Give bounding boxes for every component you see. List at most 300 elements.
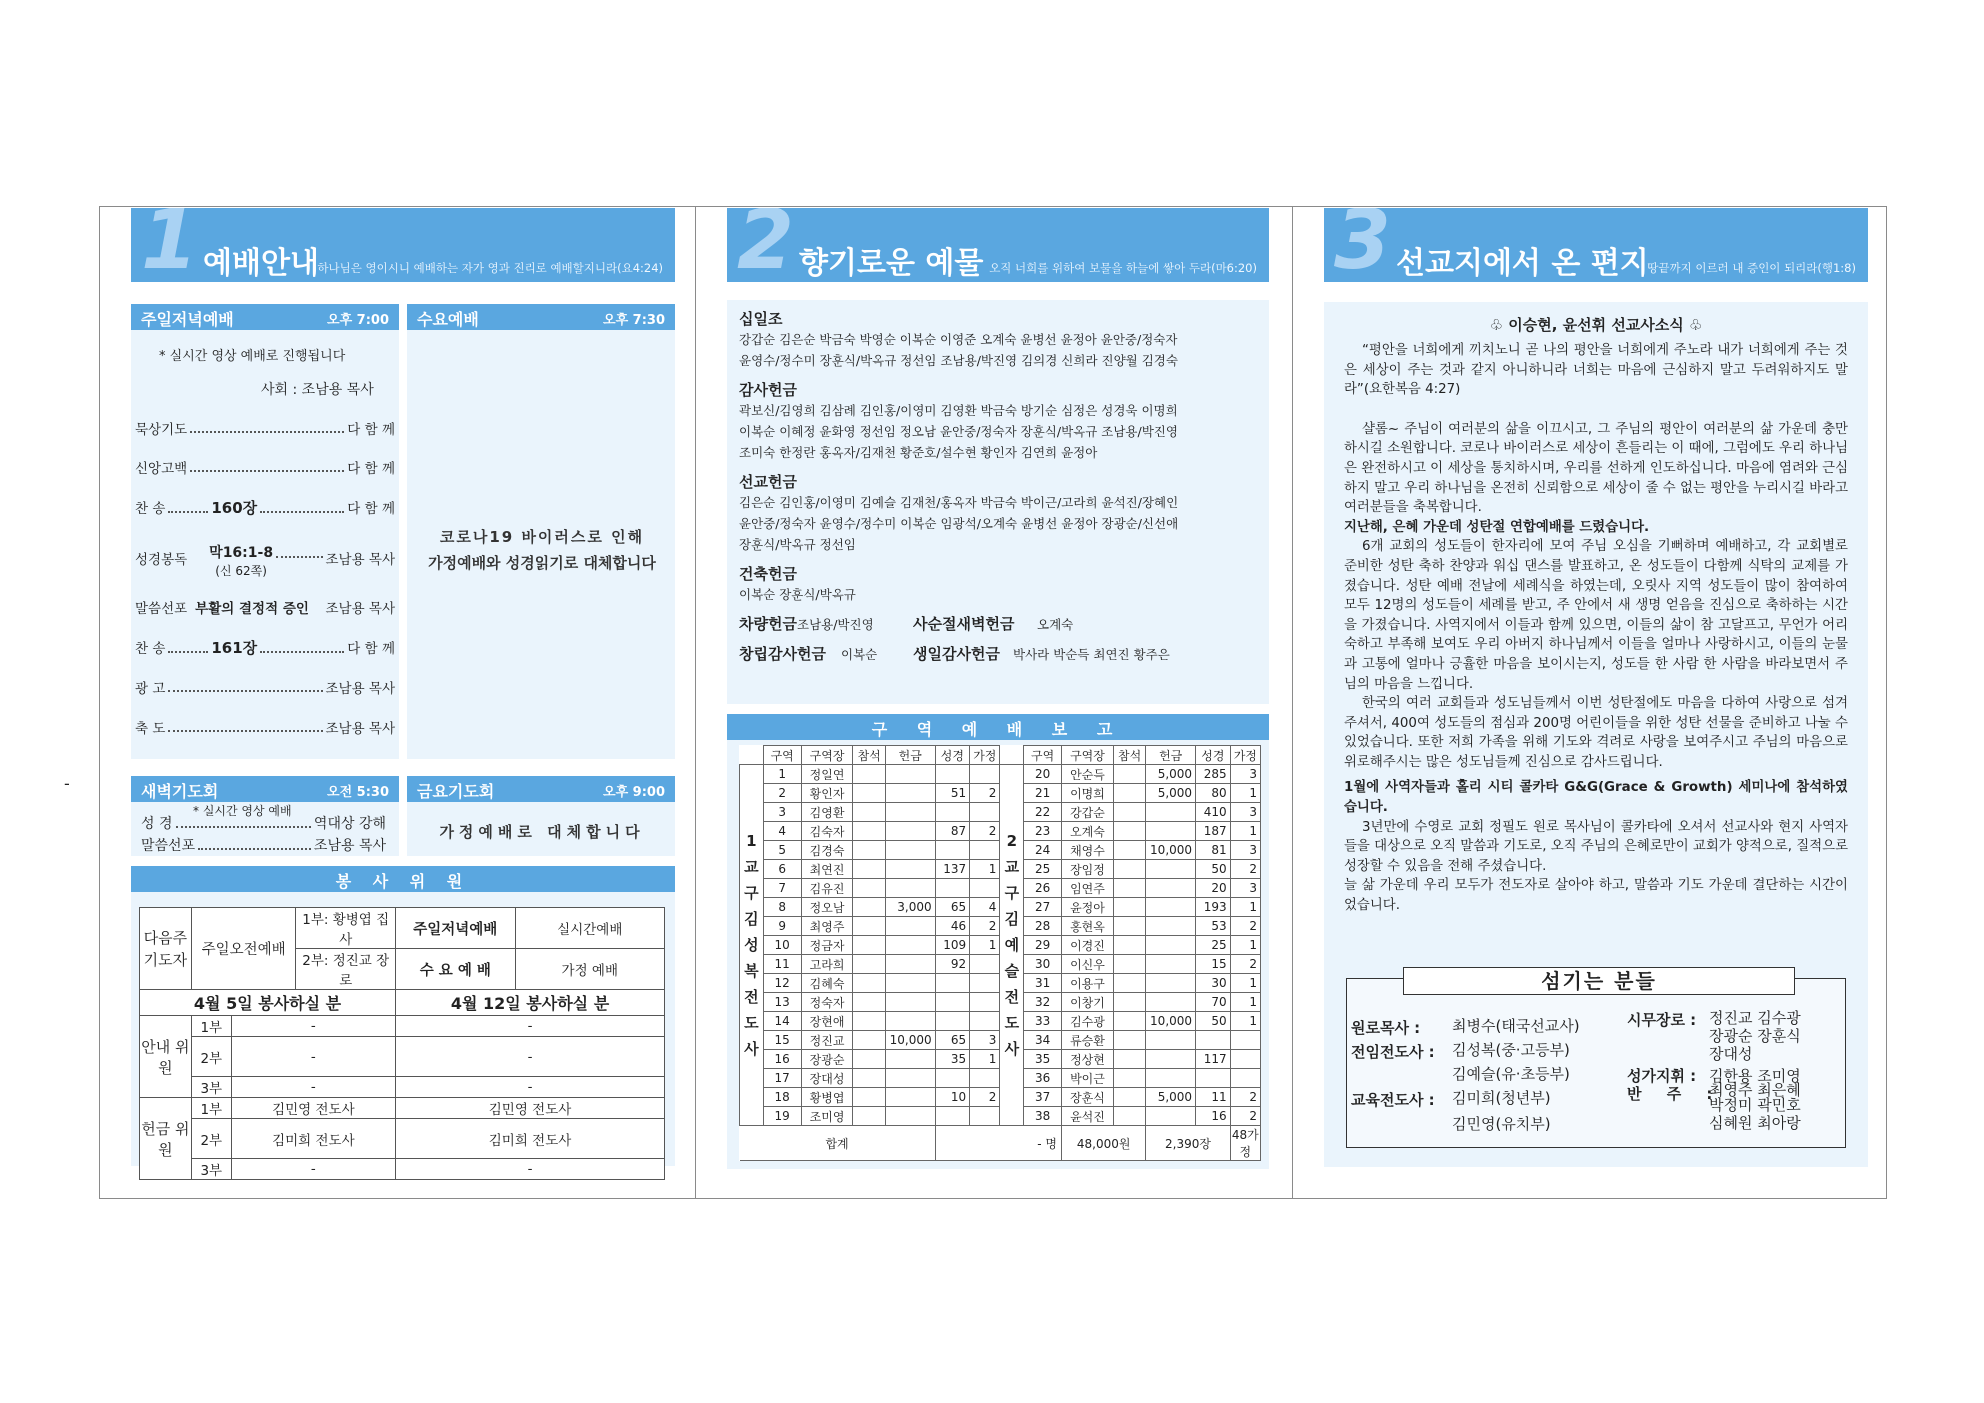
table-cell — [853, 765, 885, 784]
table-cell — [1196, 1031, 1231, 1050]
table-cell: 3,000 — [885, 898, 935, 917]
table-cell: 12 — [763, 974, 801, 993]
table-cell — [935, 765, 970, 784]
order-label: 신앙고백 — [135, 461, 188, 477]
table-cell — [1146, 1031, 1196, 1050]
founding-names: 이복순 — [841, 647, 878, 662]
order-value: 다 함 께 — [347, 422, 395, 438]
dawn-label: 성 경 — [141, 816, 173, 832]
car-names: 조남용/박진영 — [797, 617, 874, 632]
table-cell: 김수광 — [1062, 1012, 1114, 1031]
col-header: 참석 — [853, 746, 885, 765]
order-item — [135, 677, 395, 697]
table-cell: 17 — [763, 1069, 801, 1088]
table-cell — [1113, 955, 1145, 974]
table-cell — [885, 860, 935, 879]
table-cell: 23 — [1024, 822, 1062, 841]
edu-name: 김미희(청년부) — [1452, 1089, 1551, 1107]
table-cell — [885, 822, 935, 841]
panel-banner — [727, 208, 1269, 282]
table-cell: 10,000 — [885, 1031, 935, 1050]
panel-banner — [1324, 208, 1868, 282]
table-cell: 1 — [1230, 993, 1260, 1012]
table-cell: 강갑순 — [1062, 803, 1114, 822]
table-cell — [1113, 993, 1145, 1012]
panel-worship — [131, 206, 675, 1199]
table-cell: 임연주 — [1062, 879, 1114, 898]
header-time: 오후 7:30 — [603, 313, 665, 328]
order-item — [135, 497, 395, 518]
table-cell — [853, 1031, 885, 1050]
service-table — [139, 907, 665, 1180]
col-header: 구역장 — [801, 746, 853, 765]
dawn-notice: * 실시간 영상 예배 — [193, 804, 292, 818]
table-cell: 정오남 — [801, 898, 853, 917]
table-cell — [935, 841, 970, 860]
table-cell — [885, 917, 935, 936]
table-cell: 2 — [1230, 955, 1260, 974]
order-mid: 160장 — [211, 499, 258, 517]
table-cell: 13 — [763, 993, 801, 1012]
dawn40-heading: 사순절새벽헌금 — [913, 615, 1015, 633]
section-verse: 하나님은 영이시니 예배하는 자가 영과 진리로 예배할지니라(요4:24) — [317, 261, 663, 275]
table-cell: 2 — [970, 822, 1000, 841]
table-cell — [1146, 1107, 1196, 1126]
cell-value: - — [396, 1159, 665, 1180]
table-cell: 장현애 — [801, 1012, 853, 1031]
table-cell: 16 — [763, 1050, 801, 1069]
building-names: 이복순 장훈식/박옥규 — [739, 587, 856, 602]
table-cell — [853, 955, 885, 974]
table-cell — [885, 784, 935, 803]
col-header: 헌금 — [1146, 746, 1196, 765]
table-cell — [1113, 1069, 1145, 1088]
letter-heading: 지난해, 은혜 가운데 성탄절 연합예배를 드렸습니다. — [1344, 519, 1650, 535]
table-cell: 92 — [935, 955, 970, 974]
order-label: 광 고 — [135, 681, 166, 697]
table-cell: 정상현 — [1062, 1050, 1114, 1069]
table-cell: 윤석진 — [1062, 1107, 1114, 1126]
table-cell: 장대성 — [801, 1069, 853, 1088]
order-value: 조남용 목사 — [325, 601, 395, 617]
table-cell — [853, 1088, 885, 1107]
table-cell: 정일연 — [801, 765, 853, 784]
table-cell — [853, 860, 885, 879]
table-cell: 정숙자 — [801, 993, 853, 1012]
table-cell: 윤정아 — [1062, 898, 1114, 917]
table-cell: 117 — [1196, 1050, 1231, 1069]
wednesday-line1: 코로나19 바이러스로 인해 — [439, 528, 645, 546]
table-cell — [885, 993, 935, 1012]
dawn-value: 조남용 목사 — [313, 838, 386, 854]
table-cell: 3 — [1230, 803, 1260, 822]
piano-name: 최영주 최은혜 — [1709, 1081, 1801, 1099]
table-cell — [1113, 1012, 1145, 1031]
order-value: 조남용 목사 — [325, 552, 395, 568]
dawn-row — [141, 835, 386, 855]
header-time: 오후 9:00 — [603, 785, 665, 800]
col-header: 가정 — [1230, 746, 1260, 765]
table-cell: 28 — [1024, 917, 1062, 936]
panel-divider — [1292, 206, 1293, 1199]
cell-value: 김미희 전도사 — [396, 1119, 665, 1159]
table-cell: 1 — [763, 765, 801, 784]
part-label: 3부 — [191, 1077, 231, 1098]
table-cell: 26 — [1024, 879, 1062, 898]
table-cell: 24 — [1024, 841, 1062, 860]
offering-label: 헌금 위원 — [140, 1098, 192, 1180]
building-heading: 건축헌금 — [739, 565, 797, 583]
presider: 사회 : 조남용 목사 — [261, 382, 374, 398]
thanks-names: 곽보신/김영희 김삼례 김인홍/이영미 김영환 박금숙 방기순 심정은 성경욱 이명희 — [739, 403, 1178, 418]
table-cell: 1 — [1230, 898, 1260, 917]
table-cell — [935, 803, 970, 822]
table-cell: 410 — [1196, 803, 1231, 822]
table-cell: 20 — [1024, 765, 1062, 784]
table-cell: 15 — [1196, 955, 1231, 974]
letter-heading: 1월에 사역자들과 홀리 시티 콜카타 G&G(Grace & Growth) 세미나에 참석하였습니다. — [1344, 780, 1848, 816]
table-cell — [970, 955, 1000, 974]
panel-offerings — [727, 206, 1269, 1199]
table-cell: 장광순 — [801, 1050, 853, 1069]
table-cell — [885, 974, 935, 993]
table-cell — [885, 955, 935, 974]
table-cell — [1113, 917, 1145, 936]
table-cell: 5,000 — [1146, 765, 1196, 784]
order-mid: 막16:1-8 — [209, 545, 274, 561]
table-cell: 285 — [1196, 765, 1231, 784]
table-cell: 김영환 — [801, 803, 853, 822]
table-cell — [1113, 1088, 1145, 1107]
table-cell: 193 — [1196, 898, 1231, 917]
am-service-label: 주일오전예배 — [191, 908, 296, 990]
section-verse: 땅끝까지 이르러 내 증인이 되리라(행1:8) — [1647, 261, 1856, 275]
table-cell: 87 — [935, 822, 970, 841]
panel-divider — [695, 206, 696, 1199]
letter-paragraph: 늘 삶 가운데 우리 모두가 전도자로 살아야 하고, 말씀과 기도 가운데 결단하는 시간이었습니다. — [1344, 878, 1848, 914]
table-cell — [885, 803, 935, 822]
table-cell — [1230, 1069, 1260, 1088]
table-cell — [970, 879, 1000, 898]
table-cell — [1146, 936, 1196, 955]
mission-names: 윤안중/정숙자 윤영수/정수미 이복순 임광석/오계숙 윤병선 윤정아 장광순/신선애 — [739, 516, 1179, 531]
car-row — [739, 613, 1257, 635]
table-cell: 1 — [970, 860, 1000, 879]
table-cell: 4 — [970, 898, 1000, 917]
table-cell — [1113, 822, 1145, 841]
table-cell: 2 — [1230, 1088, 1260, 1107]
table-cell — [853, 784, 885, 803]
table-cell: 이용구 — [1062, 974, 1114, 993]
spacer — [1344, 400, 1848, 420]
date2-header: 4월 12일 봉사하실 분 — [396, 990, 665, 1016]
table-cell: 정진교 — [801, 1031, 853, 1050]
dawn40-names: 오계숙 — [1037, 617, 1074, 632]
table-cell: 22 — [1024, 803, 1062, 822]
header-title: 수요예배 — [417, 310, 479, 329]
table-cell: 김유진 — [801, 879, 853, 898]
table-cell: 3 — [1230, 879, 1260, 898]
table-cell: 38 — [1024, 1107, 1062, 1126]
table-cell: 50 — [1196, 1012, 1231, 1031]
order-item — [135, 597, 395, 617]
section-number: 2 — [737, 208, 795, 282]
table-cell: 3 — [1230, 765, 1260, 784]
table-cell — [970, 803, 1000, 822]
cell-value: 김민영 전도사 — [231, 1098, 395, 1119]
order-item — [135, 717, 395, 737]
col-header: 헌금 — [885, 746, 935, 765]
table-cell: 35 — [1024, 1050, 1062, 1069]
table-cell: 65 — [935, 1031, 970, 1050]
sunday-eve-value: 실시간예배 — [515, 908, 664, 949]
table-cell: 안순득 — [1062, 765, 1114, 784]
part-label: 2부 — [191, 1037, 231, 1077]
table-cell: 김혜숙 — [801, 974, 853, 993]
table-row — [740, 765, 1261, 784]
table-cell: 류승환 — [1062, 1031, 1114, 1050]
header-title: 주일저녁예배 — [141, 310, 234, 329]
table-cell — [853, 1012, 885, 1031]
table-cell: 34 — [1024, 1031, 1062, 1050]
header-title: 금요기도회 — [417, 782, 495, 801]
table-cell: 이경진 — [1062, 936, 1114, 955]
table-cell: 1 — [970, 936, 1000, 955]
table-cell: 30 — [1024, 955, 1062, 974]
evangelist-label: 전임전도사 : — [1351, 1043, 1435, 1061]
order-mid: 부활의 결정적 증인 — [195, 601, 309, 617]
table-cell — [1113, 841, 1145, 860]
table-cell: 109 — [935, 936, 970, 955]
table-cell: 18 — [763, 1088, 801, 1107]
table-cell — [1146, 860, 1196, 879]
order-label: 축 도 — [135, 721, 166, 737]
cell-value: - — [396, 1037, 665, 1077]
mission-names: 장훈식/박옥규 정선임 — [739, 537, 856, 552]
table-cell — [935, 1012, 970, 1031]
table-cell — [970, 1107, 1000, 1126]
table-cell: 4 — [763, 822, 801, 841]
cell-value: - — [231, 1159, 395, 1180]
table-cell: 1 — [1230, 974, 1260, 993]
thanks-names: 이복순 이혜정 윤화영 정선임 정오남 윤안중/정숙자 장훈식/박옥규 조남용/박진영 — [739, 424, 1178, 439]
col-header: 구역 — [763, 746, 801, 765]
panel-mission-letter — [1324, 206, 1868, 1199]
table-cell — [1146, 974, 1196, 993]
dawn-header — [131, 776, 399, 802]
table-cell — [935, 993, 970, 1012]
dawn-value: 역대상 강해 — [313, 816, 386, 832]
section-title: 향기로운 예물 — [799, 246, 984, 281]
edu-label: 교육전도사 : — [1351, 1091, 1435, 1109]
table-cell — [853, 879, 885, 898]
table-cell — [1146, 822, 1196, 841]
staff-box — [1346, 969, 1846, 1148]
table-cell — [885, 879, 935, 898]
second-service: 2부: 정진교 장로 — [296, 949, 396, 990]
table-cell: 장임정 — [1062, 860, 1114, 879]
section-number: 1 — [141, 208, 199, 282]
table-cell — [885, 1050, 935, 1069]
cell-value: - — [231, 1016, 395, 1037]
table-cell: 137 — [935, 860, 970, 879]
table-cell: 9 — [763, 917, 801, 936]
birthday-names: 박사라 박순득 최연진 황주은 — [1013, 647, 1170, 662]
order-value: 다 함 께 — [347, 501, 395, 517]
table-cell — [970, 974, 1000, 993]
table-cell — [970, 841, 1000, 860]
tithe-names: 강갑순 김은순 박금숙 박영순 이복순 이영준 오계숙 윤병선 윤정아 윤안중/정숙자 — [739, 332, 1178, 347]
table-cell: 정금자 — [801, 936, 853, 955]
table-cell: 조미영 — [801, 1107, 853, 1126]
table-cell: 81 — [1196, 841, 1231, 860]
evangelist-name: 김성복(중·고등부) — [1452, 1041, 1570, 1059]
table-cell: 2 — [970, 784, 1000, 803]
dawn-row — [141, 813, 386, 833]
table-cell: 3 — [1230, 841, 1260, 860]
table-cell — [935, 974, 970, 993]
staff-title: 섬기는 분들 — [1403, 967, 1795, 995]
emeritus-label: 원로목사 : — [1351, 1019, 1421, 1037]
elders-label: 시무장로 : — [1627, 1011, 1697, 1029]
table-cell — [1146, 879, 1196, 898]
stray-mark: - — [64, 774, 70, 793]
table-cell: 2 — [1230, 1107, 1260, 1126]
order-item — [135, 542, 395, 579]
table-cell: 2 — [1230, 917, 1260, 936]
evangelist-name: 김예슬(유·초등부) — [1452, 1065, 1570, 1083]
elders-name: 정진교 김수광 — [1709, 1009, 1801, 1027]
table-cell — [885, 841, 935, 860]
table-cell — [1230, 1031, 1260, 1050]
order-value: 다 함 께 — [347, 641, 395, 657]
table-cell — [1113, 765, 1145, 784]
order-label: 찬 송 — [135, 501, 166, 517]
date1-header: 4월 5일 봉사하실 분 — [140, 990, 396, 1016]
table-cell — [935, 1069, 970, 1088]
cell-value: - — [396, 1016, 665, 1037]
table-cell — [1113, 784, 1145, 803]
section-number: 3 — [1334, 208, 1392, 282]
table-cell — [853, 898, 885, 917]
table-cell — [853, 1050, 885, 1069]
table-cell: 25 — [1196, 936, 1231, 955]
table-cell: 3 — [970, 1031, 1000, 1050]
table-cell: 2 — [970, 917, 1000, 936]
col-header: 성경 — [1196, 746, 1231, 765]
piano-name: 심혜원 최아랑 — [1709, 1114, 1801, 1132]
total-bible: 2,390장 — [1146, 1126, 1230, 1161]
wednesday-header — [407, 304, 675, 330]
table-cell: 고라희 — [801, 955, 853, 974]
table-cell — [853, 822, 885, 841]
table-cell — [885, 936, 935, 955]
order-item — [135, 418, 395, 438]
table-cell: 31 — [1024, 974, 1062, 993]
friday-text: 가정예배로 대체합니다 — [439, 823, 645, 841]
choir-name: 김한용 조미영 — [1709, 1067, 1801, 1085]
letter-title: ♧ 이승현, 윤선휘 선교사소식 ♧ — [1489, 316, 1703, 334]
thanks-names: 조미숙 한정란 홍옥자/김재천 황준호/설수현 황인자 김연희 윤정아 — [739, 445, 1098, 460]
tithe-names: 윤영수/정수미 장훈식/박옥규 정선임 조남용/박진영 김의경 신희라 진양월 김경숙 — [739, 353, 1178, 368]
table-cell — [885, 1088, 935, 1107]
section-title: 예배안내 — [203, 246, 319, 281]
table-cell: 2 — [1230, 860, 1260, 879]
table-cell: 5 — [763, 841, 801, 860]
total-label: 합계 — [740, 1126, 936, 1161]
table-cell — [970, 1012, 1000, 1031]
table-cell — [1196, 1069, 1231, 1088]
table-cell: 53 — [1196, 917, 1231, 936]
table-cell: 5,000 — [1146, 1088, 1196, 1107]
report-table — [739, 745, 1261, 1161]
table-cell: 2 — [763, 784, 801, 803]
table-cell: 33 — [1024, 1012, 1062, 1031]
table-cell: 이신우 — [1062, 955, 1114, 974]
table-cell — [1146, 993, 1196, 1012]
table-cell: 6 — [763, 860, 801, 879]
table-cell: 10 — [935, 1088, 970, 1107]
table-cell: 16 — [1196, 1107, 1231, 1126]
order-mid: 161장 — [211, 639, 258, 657]
table-cell: 15 — [763, 1031, 801, 1050]
table-cell: 8 — [763, 898, 801, 917]
cell-value: - — [231, 1077, 395, 1098]
table-cell — [853, 803, 885, 822]
mission-heading: 선교헌금 — [739, 473, 797, 491]
first-service: 1부: 황병엽 집사 — [296, 908, 396, 949]
total-home: 48가정 — [1230, 1126, 1260, 1161]
part-label: 2부 — [191, 1119, 231, 1159]
table-cell: 35 — [935, 1050, 970, 1069]
col-header: 구역 — [1024, 746, 1062, 765]
order-sub: (신 62쪽) — [215, 564, 267, 578]
table-cell: 1 — [1230, 936, 1260, 955]
table-cell — [1113, 860, 1145, 879]
table-cell: 25 — [1024, 860, 1062, 879]
table-cell: 1 — [970, 1050, 1000, 1069]
emeritus-name: 최병수(태국선교사) — [1452, 1017, 1580, 1035]
table-cell: 박이근 — [1062, 1069, 1114, 1088]
table-cell — [853, 993, 885, 1012]
table-cell — [1113, 1050, 1145, 1069]
founding-heading: 창립감사헌금 — [739, 645, 826, 663]
choir-label: 성가지휘 : — [1627, 1067, 1697, 1085]
cell-value: 김민영 전도사 — [396, 1098, 665, 1119]
mission-names: 김은순 김인홍/이영미 김예슬 김재천/홍옥자 박금숙 박이근/고라희 윤석진/장혜인 — [739, 495, 1179, 510]
table-cell: 5,000 — [1146, 784, 1196, 803]
table-cell: 11 — [763, 955, 801, 974]
table-cell — [1146, 1069, 1196, 1088]
birthday-heading: 생일감사헌금 — [913, 645, 1000, 663]
total-attendance: - 명 — [935, 1126, 1061, 1161]
guide-label: 안내 위원 — [140, 1016, 192, 1098]
notice: * 실시간 영상 예배로 진행됩니다 — [159, 349, 346, 364]
table-cell: 김경숙 — [801, 841, 853, 860]
table-cell: 10,000 — [1146, 1012, 1196, 1031]
piano-name: 박정미 곽민호 — [1709, 1096, 1801, 1114]
table-cell — [885, 1107, 935, 1126]
table-cell: 7 — [763, 879, 801, 898]
table-cell — [853, 936, 885, 955]
table-cell — [935, 879, 970, 898]
header-time: 오전 5:30 — [327, 785, 389, 800]
service-header: 봉 사 위 원 — [131, 866, 675, 892]
group-label: 1교구 김성복 전도사 — [740, 765, 764, 1126]
table-cell: 이창기 — [1062, 993, 1114, 1012]
header-time: 오후 7:00 — [327, 313, 389, 328]
founding-row — [739, 643, 1257, 665]
